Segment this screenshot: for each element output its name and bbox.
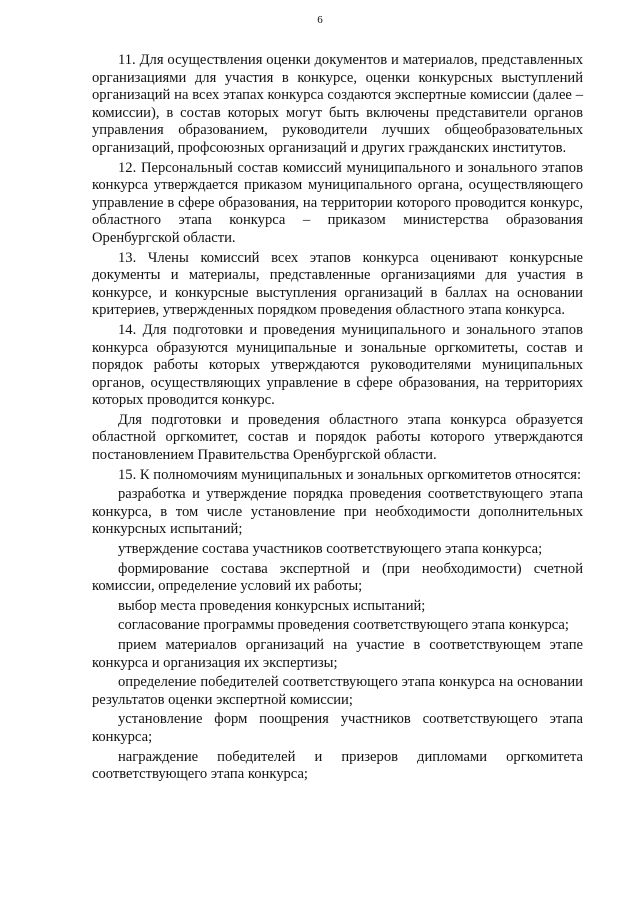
list-item: утверждение состава участников соответствующего этапа конкурса; [118,541,543,558]
paragraph-14-organizing-committees: 14. Для подготовки и проведения муниципального и зонального этапов конкурса образуются муниципальные и зональные оргкомитеты, состав и порядок работы которых утверждаются руководителями муниципальных органов, осуществляющих управление в сфере образования, на территориях которых проводится конкурс. [92,321,583,409]
paragraph-13-commission-evaluation: 13. Члены комиссий всех этапов конкурса оценивают конкурсные документы и материалы, представленные организациями для участия в конкурсе, и конкурсные выступления организаций в баллах на основании критериев, утвержденных порядком проведения областного этапа конкурса. [92,249,583,319]
paragraph-11-expert-commissions: 11. Для осуществления оценки документов и материалов, представленных организациями для участия в конкурсе, оценки конкурсных выступлений организаций на всех этапах конкурса создаются экспертные комиссии (далее – комиссии), в состав которых могут быть включены представители органов управления образованием, руководители лучших общеобразовательных организаций, профсоюзных организаций и других гражданских институтов. [92,52,583,156]
paragraph-regional-organizing-committee: Для подготовки и проведения областного этапа конкурса образуется областной оргкомитет, состав и порядок работы которого утверждаются постановлением Правительства Оренбургской области. [92,411,583,464]
paragraph-12-commission-composition: 12. Персональный состав комиссий муниципального и зонального этапов конкурса утверждается приказом муниципального органа, осуществляющего управление в сфере образования, на территории которого проводится конкурс, областного этапа конкурса – приказом министерства образования Оренбургской области. [92,159,583,246]
list-item: выбор места проведения конкурсных испытаний; [118,597,426,614]
document-body [92,52,583,784]
list-item: награждение победителей и призеров дипломами оргкомитета соответствующего этапа конкурса; [92,748,583,783]
paragraph-15-committee-powers: 15. К полномочиям муниципальных и зональных оргкомитетов относятся: [118,466,582,483]
list-item: прием материалов организаций на участие в соответствующем этапе конкурса и организация их экспертизы; [92,637,583,671]
list-item: установление форм поощрения участников соответствующего этапа конкурса; [92,711,583,745]
list-item: формирование состава экспертной и (при необходимости) счетной комиссии, определение условий их работы; [92,560,583,595]
page-number: 6 [317,14,323,26]
list-item: согласование программы проведения соответствующего этапа конкурса; [118,617,569,634]
list-item: определение победителей соответствующего этапа конкурса на основании результатов оценки экспертной комиссии; [92,674,583,708]
list-item: разработка и утверждение порядка проведения соответствующего этапа конкурса, в том числе установление при необходимости дополнительных конкурсных испытаний; [92,486,583,538]
